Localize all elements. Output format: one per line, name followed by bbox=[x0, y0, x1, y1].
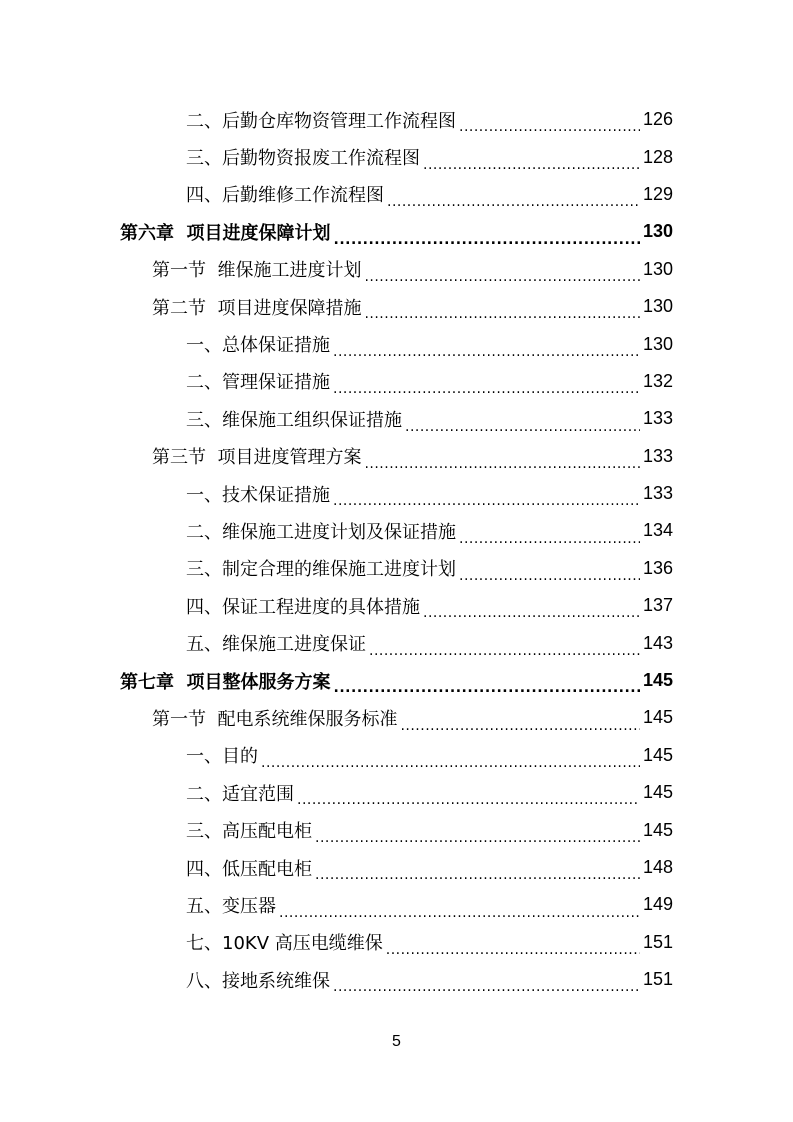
toc-subsection-entry[interactable] bbox=[0, 774, 793, 811]
toc-entry-page-number: 151 bbox=[642, 931, 673, 952]
toc-entry-title: 三、制定合理的维保施工进度计划 bbox=[186, 559, 456, 581]
toc-entry-page-number: 126 bbox=[642, 109, 673, 130]
toc-dot-leader bbox=[334, 229, 640, 251]
toc-entry-page-number: 145 bbox=[642, 707, 673, 728]
toc-entry-page-number: 133 bbox=[642, 445, 673, 466]
toc-dot-leader bbox=[459, 528, 640, 550]
toc-entry-title: 二、管理保证措施 bbox=[186, 372, 330, 394]
toc-dot-leader bbox=[261, 752, 640, 774]
toc-subsection-entry[interactable] bbox=[0, 101, 793, 138]
toc-section-entry[interactable] bbox=[0, 438, 793, 475]
toc-subsection-entry[interactable] bbox=[0, 475, 793, 512]
toc-subsection-entry[interactable] bbox=[0, 176, 793, 213]
toc-subsection-entry[interactable] bbox=[0, 624, 793, 661]
toc-subsection-entry[interactable] bbox=[0, 325, 793, 362]
page-number: 5 bbox=[392, 1033, 401, 1050]
toc-entry-page-number: 145 bbox=[642, 782, 673, 803]
toc-entry-page-number: 145 bbox=[642, 670, 673, 691]
toc-entry-page-number: 130 bbox=[642, 296, 673, 317]
toc-dot-leader bbox=[400, 715, 640, 737]
toc-dot-leader bbox=[279, 902, 640, 924]
toc-entry-page-number: 128 bbox=[642, 146, 673, 167]
toc-subsection-entry[interactable] bbox=[0, 512, 793, 549]
toc-entry-page-number: 145 bbox=[642, 819, 673, 840]
toc-entry-title: 二、维保施工进度计划及保证措施 bbox=[186, 521, 456, 543]
toc-entry-page-number: 137 bbox=[642, 595, 673, 616]
toc-entry-title: 第七章 项目整体服务方案 bbox=[120, 671, 331, 693]
toc-entry-title: 第二节 项目进度保障措施 bbox=[152, 297, 362, 319]
toc-entry-page-number: 145 bbox=[642, 744, 673, 765]
toc-dot-leader bbox=[459, 116, 640, 138]
toc-entry-page-number: 149 bbox=[642, 894, 673, 915]
toc-dot-leader bbox=[333, 976, 640, 998]
toc-subsection-entry[interactable] bbox=[0, 737, 793, 774]
toc-dot-leader bbox=[423, 154, 640, 176]
toc-entry-page-number: 130 bbox=[642, 258, 673, 279]
toc-entry-page-number: 130 bbox=[642, 333, 673, 354]
toc-dot-leader bbox=[297, 789, 640, 811]
toc-chapter-entry[interactable] bbox=[0, 662, 793, 699]
toc-entry-title: 三、后勤物资报废工作流程图 bbox=[186, 148, 420, 170]
toc-entry-title: 三、高压配电柜 bbox=[186, 821, 312, 843]
toc-entry-page-number: 136 bbox=[642, 557, 673, 578]
toc-entry-page-number: 143 bbox=[642, 632, 673, 653]
toc-dot-leader bbox=[459, 565, 640, 587]
toc-entry-title: 第一节 维保施工进度计划 bbox=[152, 260, 362, 282]
toc-entry-title: 七、10KV 高压电缆维保 bbox=[186, 933, 383, 955]
toc-entry-title: 五、变压器 bbox=[186, 895, 276, 917]
toc-dot-leader bbox=[364, 266, 640, 288]
toc-subsection-entry[interactable] bbox=[0, 363, 793, 400]
toc-entry-page-number: 148 bbox=[642, 857, 673, 877]
toc-subsection-entry[interactable] bbox=[0, 961, 793, 998]
toc-entry-title: 第一节 配电系统维保服务标准 bbox=[152, 708, 398, 730]
toc-entry-title: 一、总体保证措施 bbox=[186, 335, 330, 357]
toc-dot-leader bbox=[315, 827, 640, 849]
toc-subsection-entry[interactable] bbox=[0, 924, 793, 961]
toc-subsection-entry[interactable] bbox=[0, 400, 793, 437]
toc-subsection-entry[interactable] bbox=[0, 138, 793, 175]
toc-entry-title: 三、维保施工组织保证措施 bbox=[186, 409, 402, 431]
toc-dot-leader bbox=[369, 640, 640, 662]
toc-dot-leader bbox=[333, 378, 640, 400]
toc-subsection-entry[interactable] bbox=[0, 587, 793, 624]
toc-entry-title: 一、目的 bbox=[186, 746, 258, 768]
toc-entry-page-number: 133 bbox=[642, 483, 673, 504]
toc-entry-page-number: 130 bbox=[642, 221, 673, 242]
toc-dot-leader bbox=[364, 303, 640, 325]
toc-entry-title: 二、适宜范围 bbox=[186, 783, 294, 805]
toc-entry-title: 第六章 项目进度保障计划 bbox=[120, 222, 331, 244]
toc-entry-title: 五、维保施工进度保证 bbox=[186, 634, 366, 656]
toc-entry-page-number: 133 bbox=[642, 408, 673, 429]
toc-section-entry[interactable] bbox=[0, 251, 793, 288]
toc-entry-page-number: 129 bbox=[642, 183, 673, 204]
toc-dot-leader bbox=[334, 677, 640, 699]
toc-entry-title: 四、保证工程进度的具体措施 bbox=[186, 596, 420, 618]
toc-entry-title: 八、接地系统维保 bbox=[186, 970, 330, 992]
table-of-contents bbox=[0, 101, 793, 998]
toc-dot-leader bbox=[423, 602, 640, 624]
toc-entry-title: 一、技术保证措施 bbox=[186, 484, 330, 506]
toc-dot-leader bbox=[315, 864, 640, 886]
toc-dot-leader bbox=[405, 416, 640, 438]
toc-entry-page-number: 132 bbox=[642, 370, 673, 391]
toc-subsection-entry[interactable] bbox=[0, 811, 793, 848]
toc-entry-title: 第三节 项目进度管理方案 bbox=[152, 447, 362, 469]
toc-chapter-entry[interactable] bbox=[0, 213, 793, 250]
toc-subsection-entry[interactable] bbox=[0, 886, 793, 923]
toc-dot-leader bbox=[333, 490, 640, 512]
toc-dot-leader bbox=[387, 191, 640, 213]
toc-dot-leader bbox=[386, 939, 640, 961]
toc-entry-page-number: 134 bbox=[642, 520, 673, 541]
toc-entry-title: 四、低压配电柜 bbox=[186, 858, 312, 880]
toc-subsection-entry[interactable] bbox=[0, 849, 793, 886]
toc-entry-page-number: 151 bbox=[642, 969, 673, 990]
toc-subsection-entry[interactable] bbox=[0, 550, 793, 587]
toc-section-entry[interactable] bbox=[0, 288, 793, 325]
toc-entry-title: 二、后勤仓库物资管理工作流程图 bbox=[186, 110, 456, 132]
toc-dot-leader bbox=[333, 341, 640, 363]
toc-section-entry[interactable] bbox=[0, 699, 793, 736]
toc-entry-title: 四、后勤维修工作流程图 bbox=[186, 185, 384, 207]
toc-dot-leader bbox=[364, 453, 640, 475]
